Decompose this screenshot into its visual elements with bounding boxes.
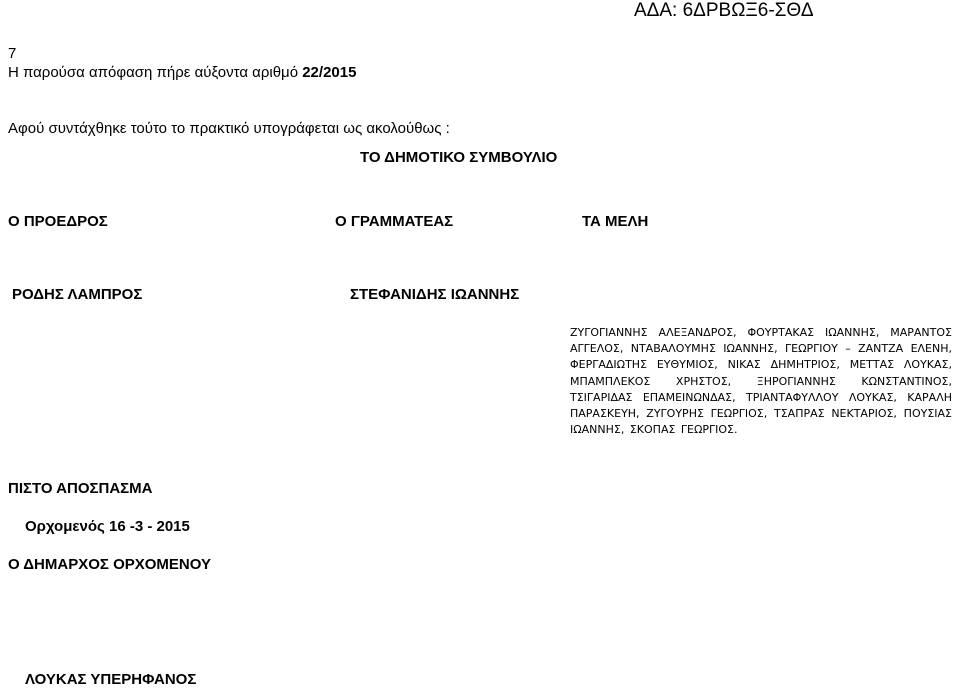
council-title: ΤΟ ΔΗΜΟΤΙΚΟ ΣΥΜΒΟΥΛΙΟ <box>360 149 558 166</box>
ada-code: ΑΔΑ: 6ΔΡΒΩΞ6-ΣΘΔ <box>634 0 814 21</box>
secretary-role: Ο ΓΡΑΜΜΑΤΕΑΣ <box>335 213 454 230</box>
president-role: Ο ΠΡΟΕΔΡΟΣ <box>8 213 108 230</box>
signed-line: Αφού συντάχθηκε τούτο το πρακτικό υπογράφεται ως ακολούθως : <box>8 120 450 137</box>
mayor-name: ΛΟΥΚΑΣ ΥΠΕΡΗΦΑΝΟΣ <box>25 671 197 688</box>
secretary-name: ΣΤΕΦΑΝΙΔΗΣ ΙΩΑΝΝΗΣ <box>350 286 520 303</box>
members-list: ΖΥΓΟΓΙΑΝΝΗΣ ΑΛΕΞΑΝΔΡΟΣ, ΦΟΥΡΤΑΚΑΣ ΙΩΑΝΝΗΣ, ΜΑΡΑΝΤΟΣ ΑΓΓΕΛΟΣ, ΝΤΑΒΑΛΟΥΜΗΣ ΙΩΑΝΝΗΣ, ΓΕΩΡΓΙΟΥ – ΖΑΝΤΖΑ ΕΛΕΝΗ, ΦΕΡΓΑΔΙΩΤΗΣ ΕΥΘΥΜΙΟΣ, ΝΙΚΑΣ ΔΗΜΗΤΡΙΟΣ, ΜΕΤΤΑΣ ΛΟΥΚΑΣ, ΜΠΑΜΠΛΕΚΟΣ ΧΡΗΣΤΟΣ, ΞΗΡΟΓΙΑΝΝΗΣ ΚΩΝΣΤΑΝΤΙΝΟΣ, ΤΣΙΓΑΡΙΔΑΣ ΕΠΑΜΕΙΝΩΝΔΑΣ, ΤΡΙΑΝΤΑΦΥΛΛΟΥ ΛΟΥΚΑΣ, ΚΑΡΑΛΗ ΠΑΡΑΣΚΕΥΗ, ΖΥΓΟΥΡΗΣ ΓΕΩΡΓΙΟΣ, ΤΣΑΠΡΑΣ ΝΕΚΤΑΡΙΟΣ, ΠΟΥΣΙΑΣ ΙΩΑΝΝΗΣ, ΣΚΟΠΑΣ ΓΕΩΡΓΙΟΣ. <box>570 326 952 437</box>
place-date: Ορχομενός 16 -3 - 2015 <box>25 518 190 535</box>
decision-text: Η παρούσα απόφαση πήρε αύξοντα αριθμό <box>8 64 303 81</box>
certified-copy-heading: ΠΙΣΤΟ ΑΠΟΣΠΑΣΜΑ <box>8 480 153 497</box>
page-number: 7 <box>8 45 17 62</box>
president-name: ΡΟΔΗΣ ΛΑΜΠΡΟΣ <box>12 286 143 303</box>
decision-number-line <box>8 64 356 81</box>
members-role: ΤΑ ΜΕΛΗ <box>582 213 649 230</box>
mayor-title: Ο ΔΗΜΑΡΧΟΣ ΟΡΧΟΜΕΝΟΥ <box>8 556 211 573</box>
decision-number: 22/2015 <box>302 64 357 81</box>
